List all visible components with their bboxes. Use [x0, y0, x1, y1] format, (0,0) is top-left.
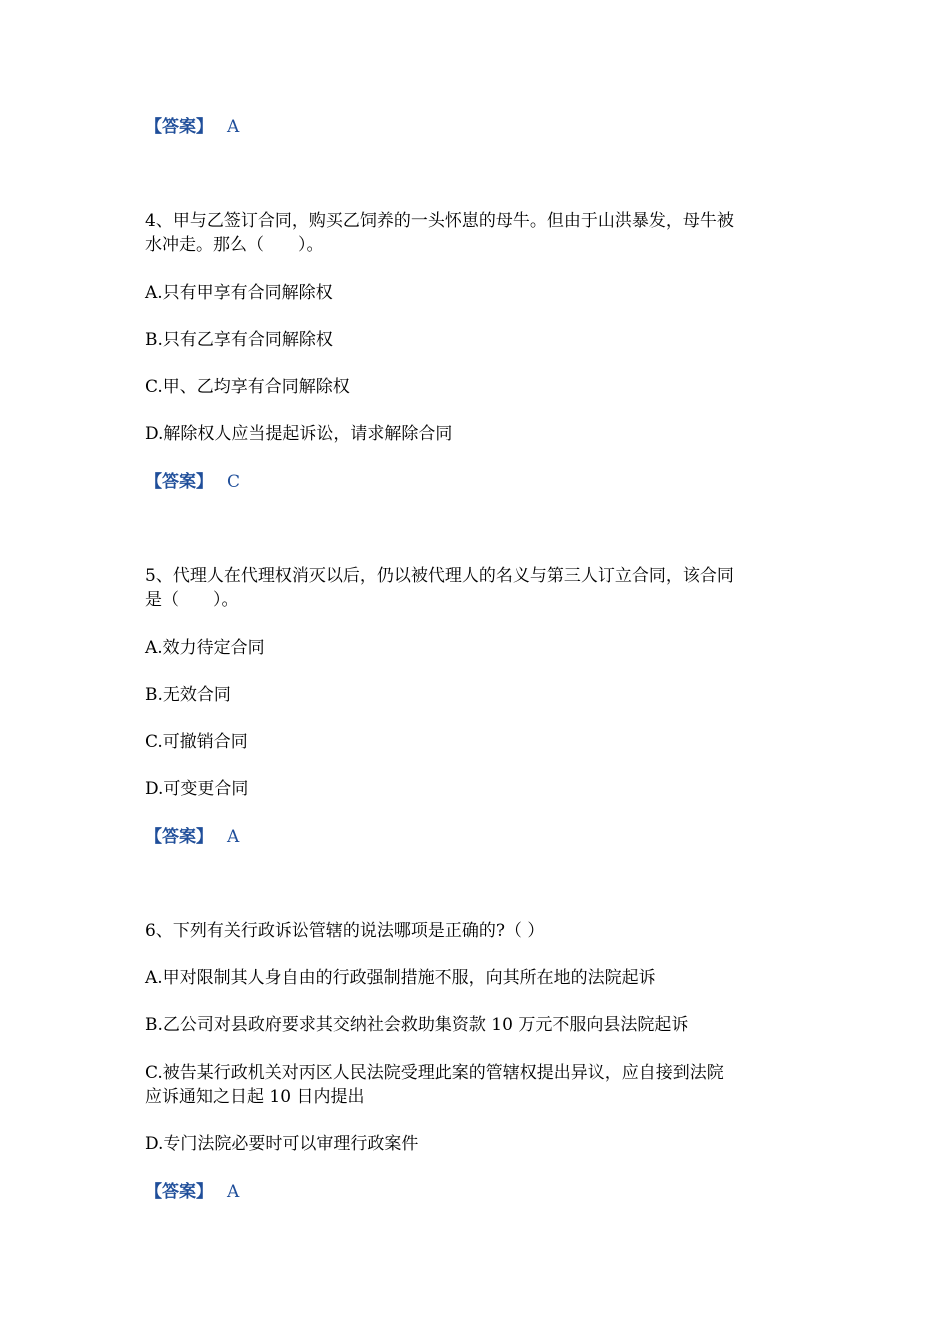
question-4-option-c: C.甲、乙均享有合同解除权 — [145, 377, 350, 397]
question-6-option-c-line-1: C.被告某行政机关对丙区人民法院受理此案的管辖权提出异议，应自接到法院 — [145, 1063, 724, 1083]
question-4-option-b: B.只有乙享有合同解除权 — [145, 330, 333, 350]
question-4-option-a: A.只有甲享有合同解除权 — [145, 283, 333, 303]
answer-label: 【答案】 — [145, 117, 213, 137]
answer-value: C — [227, 472, 241, 492]
answer-value: A — [227, 1182, 240, 1202]
question-5-option-a: A.效力待定合同 — [145, 638, 265, 658]
answer-label: 【答案】 — [145, 1182, 213, 1202]
question-5-option-c: C.可撤销合同 — [145, 732, 248, 752]
question-4-stem-line-1: 4、甲与乙签订合同，购买乙饲养的一头怀崽的母牛。但由于山洪暴发，母牛被 — [145, 211, 734, 231]
question-5-option-b: B.无效合同 — [145, 685, 231, 705]
question-6-option-c-line-2: 应诉通知之日起 10 日内提出 — [145, 1087, 365, 1107]
question-5-option-d: D.可变更合同 — [145, 779, 249, 799]
answer-value: A — [227, 827, 240, 847]
answer-label: 【答案】 — [145, 472, 213, 492]
question-6-option-d: D.专门法院必要时可以审理行政案件 — [145, 1134, 419, 1154]
question-5-stem-line-1: 5、代理人在代理权消灭以后，仍以被代理人的名义与第三人订立合同，该合同 — [145, 566, 734, 586]
question-6-stem: 6、下列有关行政诉讼管辖的说法哪项是正确的?（ ） — [145, 921, 545, 941]
answer-label: 【答案】 — [145, 827, 213, 847]
question-6-option-b: B.乙公司对县政府要求其交纳社会救助集资款 10 万元不服向县法院起诉 — [145, 1015, 689, 1035]
answer-q3 — [145, 115, 239, 139]
question-6-option-a: A.甲对限制其人身自由的行政强制措施不服，向其所在地的法院起诉 — [145, 968, 656, 988]
answer-q6 — [145, 1180, 239, 1204]
answer-q5 — [145, 825, 239, 849]
answer-q4 — [145, 470, 240, 494]
question-4-stem-line-2: 水冲走。那么（ ）。 — [145, 235, 324, 255]
question-4-option-d: D.解除权人应当提起诉讼，请求解除合同 — [145, 424, 453, 444]
question-5-stem-line-2: 是（ ）。 — [145, 590, 239, 610]
answer-value: A — [227, 117, 240, 137]
